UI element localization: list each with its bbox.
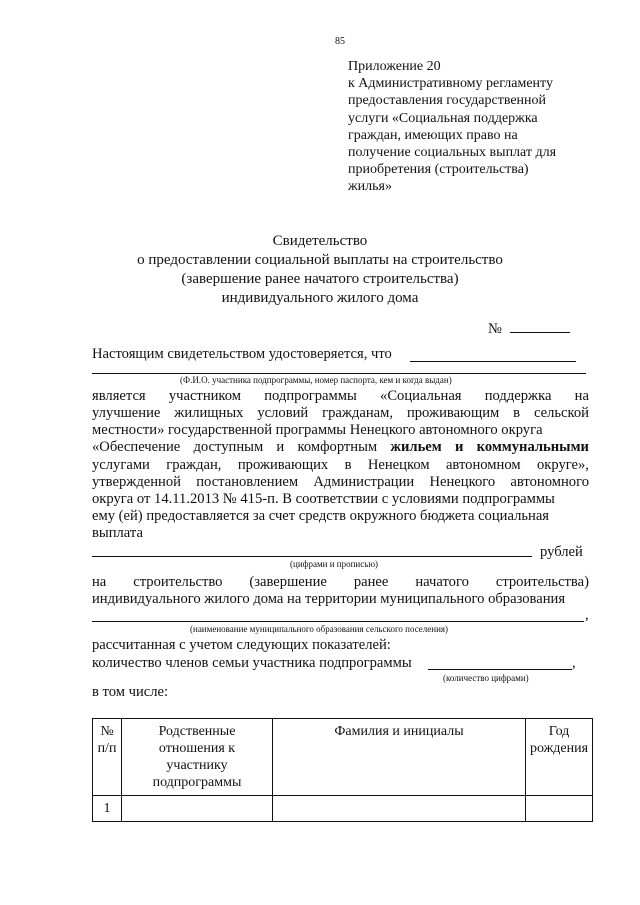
para-line-7: округа от 14.11.2013 № 415-п. В соответствии с условиями подпрограммы — [92, 491, 555, 507]
document-title — [0, 232, 640, 308]
purpose-line-1: на строительство (завершение ранее начатого строительства) — [92, 574, 589, 590]
table-row — [93, 796, 593, 822]
annex-line: приобретения (строительства) — [348, 162, 529, 178]
cell-name[interactable] — [273, 796, 526, 822]
number-blank[interactable] — [510, 318, 570, 333]
cell-relation[interactable] — [122, 796, 273, 822]
title-line: индивидуального жилого дома — [221, 290, 419, 306]
sum-blank[interactable] — [92, 556, 532, 557]
family-table — [92, 718, 593, 822]
cell-birth-year[interactable] — [526, 796, 593, 822]
annex-line: Приложение 20 — [348, 59, 441, 74]
calc-text: рассчитанная с учетом следующих показателей: — [92, 637, 391, 653]
para-line-6: утвержденной постановлением Администрации Ненецкого автономного — [92, 474, 589, 490]
including-text: в том числе: — [92, 684, 169, 700]
municipality-blank[interactable] — [92, 621, 584, 622]
hint-fio: (Ф.И.О. участника подпрограммы, номер паспорта, кем и когда выдан) — [180, 375, 452, 385]
family-count-blank[interactable] — [428, 669, 572, 670]
annex-line: жилья» — [348, 179, 392, 195]
para-line-2: улучшение жилищных условий гражданам, проживающим в сельской — [92, 405, 589, 421]
annex-line: к Административному регламенту — [348, 76, 553, 92]
annex-header — [348, 58, 556, 196]
para-line-9: выплата — [92, 525, 143, 541]
col-number-header: № п/п — [93, 719, 122, 796]
cell-number: 1 — [93, 796, 122, 822]
col-name-header: Фамилия и инициалы — [273, 719, 526, 796]
annex-line: получение социальных выплат для — [348, 145, 557, 161]
col-birth-year-header: Год рождения — [526, 719, 593, 796]
fio-blank-line2[interactable] — [92, 373, 586, 374]
annex-line: граждан, имеющих право на — [348, 127, 518, 143]
title-line: Свидетельство — [272, 233, 368, 249]
para-line-4: «Обеспечение доступным и комфортным жильем и коммунальными — [92, 439, 589, 455]
title-line: (завершение ранее начатого строительства) — [181, 271, 459, 287]
purpose-line-2: индивидуального жилого дома на территории муниципального образования — [92, 591, 566, 607]
annex-line: предоставления государственной — [348, 93, 547, 109]
number-label: № — [488, 321, 502, 337]
comma: , — [585, 607, 589, 623]
hint-sum: (цифрами и прописью) — [290, 559, 379, 569]
table-header-row — [93, 719, 593, 796]
col-relation-header: Родственные отношения к участнику подпрограммы — [122, 719, 273, 796]
certificate-number — [488, 318, 570, 338]
intro-text: Настоящим свидетельством удостоверяется, что — [92, 346, 392, 362]
hint-municipality: (наименование муниципального образования сельского поселения) — [190, 624, 449, 634]
para-line-5: услугами граждан, проживающих в Ненецком автономном округе», — [92, 457, 589, 473]
family-count-label: количество членов семьи участника подпрограммы — [92, 655, 412, 671]
fio-blank[interactable] — [410, 361, 576, 362]
annex-line: услуги «Социальная поддержка — [348, 110, 538, 126]
rubles-label: рублей — [540, 544, 583, 560]
para-line-1: является участником подпрограммы «Социальная поддержка на — [92, 388, 589, 404]
para-line-8: ему (ей) предоставляется за счет средств окружного бюджета социальная — [92, 508, 550, 524]
hint-count: (количество цифрами) — [443, 673, 529, 683]
para-line-3: местности» государственной программы Ненецкого автономного округа — [92, 422, 543, 438]
title-line: о предоставлении социальной выплаты на строительство — [137, 252, 503, 268]
comma-2: , — [572, 655, 576, 671]
page-number: 85 — [335, 36, 345, 47]
